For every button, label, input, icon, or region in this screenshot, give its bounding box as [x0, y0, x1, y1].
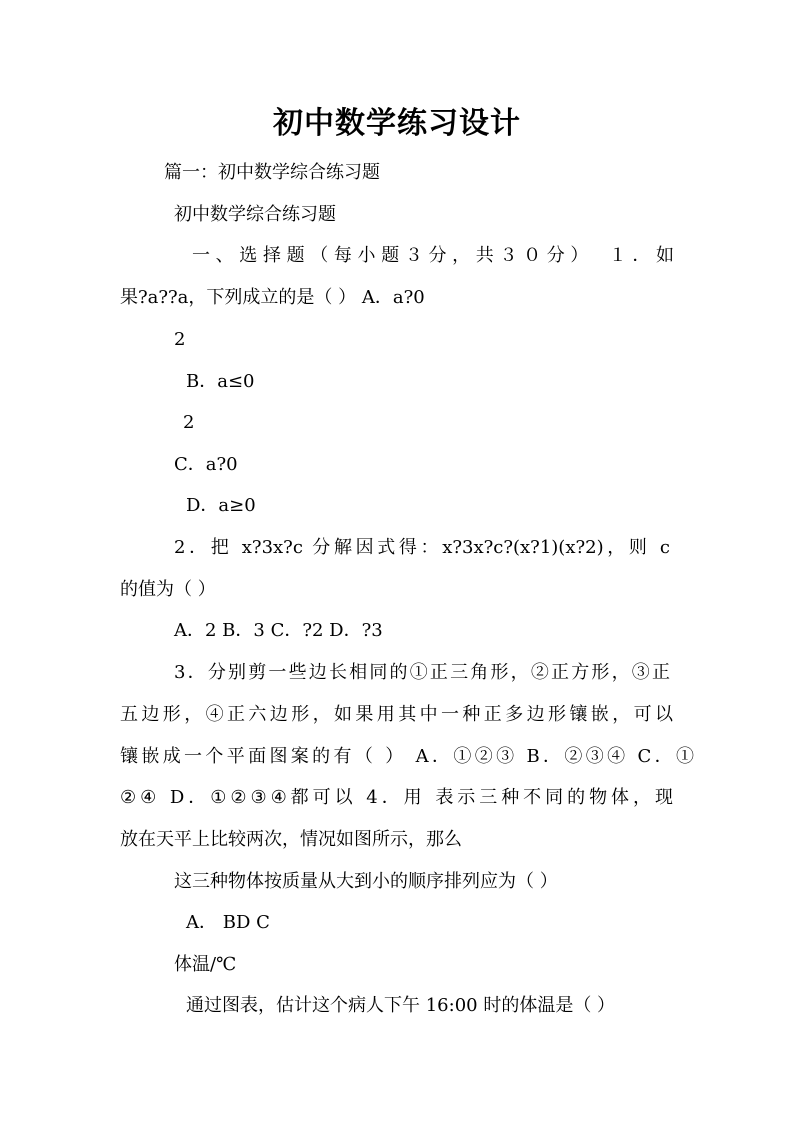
question-2-options: A．2 B．3 C．?2 D．?3 — [174, 620, 383, 641]
question-4-line-1: 放在天平上比较两次，情况如图所示，那么 — [120, 829, 462, 850]
question-3-line-4: ②④ D．①②③④都可以 4．用 表示三种不同的物体，现 — [120, 787, 673, 808]
question-2-line-2: 的值为（ ） — [120, 579, 216, 600]
option-b-line: B．a≤0 — [186, 371, 255, 392]
question-4-line-2: 这三种物体按质量从大到小的顺序排列应为（ ） — [174, 871, 558, 892]
chart-axis-caption: 体温/℃ — [174, 954, 237, 975]
document-title: 初中数学练习设计 — [273, 106, 521, 141]
exponent-line: 2 — [174, 329, 186, 350]
question-3-line-2: 五边形，④正六边形，如果用其中一种正多边形镶嵌，可以 — [120, 704, 673, 725]
exponent-line: 2 — [183, 412, 195, 433]
section-heading: 篇一：初中数学综合练习题 — [164, 162, 380, 183]
question-4-options: A． BD C — [186, 912, 270, 933]
question-2-line-1: 2．把 x?3x?c 分解因式得：x?3x?c?(x?1)(x?2)，则 c — [174, 537, 670, 558]
option-d-line: D．a≥0 — [186, 495, 256, 516]
subsection-heading: 初中数学综合练习题 — [174, 204, 336, 225]
question-1-line-2: 果?a??a，下列成立的是（ ） A．a?0 — [120, 287, 425, 308]
question-1-line-1: 一、选择题（每小题３分，共３０分） １．如 — [192, 245, 674, 266]
question-3-line-3: 镶嵌成一个平面图案的有（ ） A．①②③ B．②③④ C．① — [120, 746, 694, 767]
question-5-line-1: 通过图表，估计这个病人下午 16:00 时的体温是（ ） — [186, 995, 616, 1016]
option-c-line: C．a?0 — [174, 454, 238, 475]
question-3-line-1: 3．分别剪一些边长相同的①正三角形，②正方形，③正 — [174, 662, 670, 683]
